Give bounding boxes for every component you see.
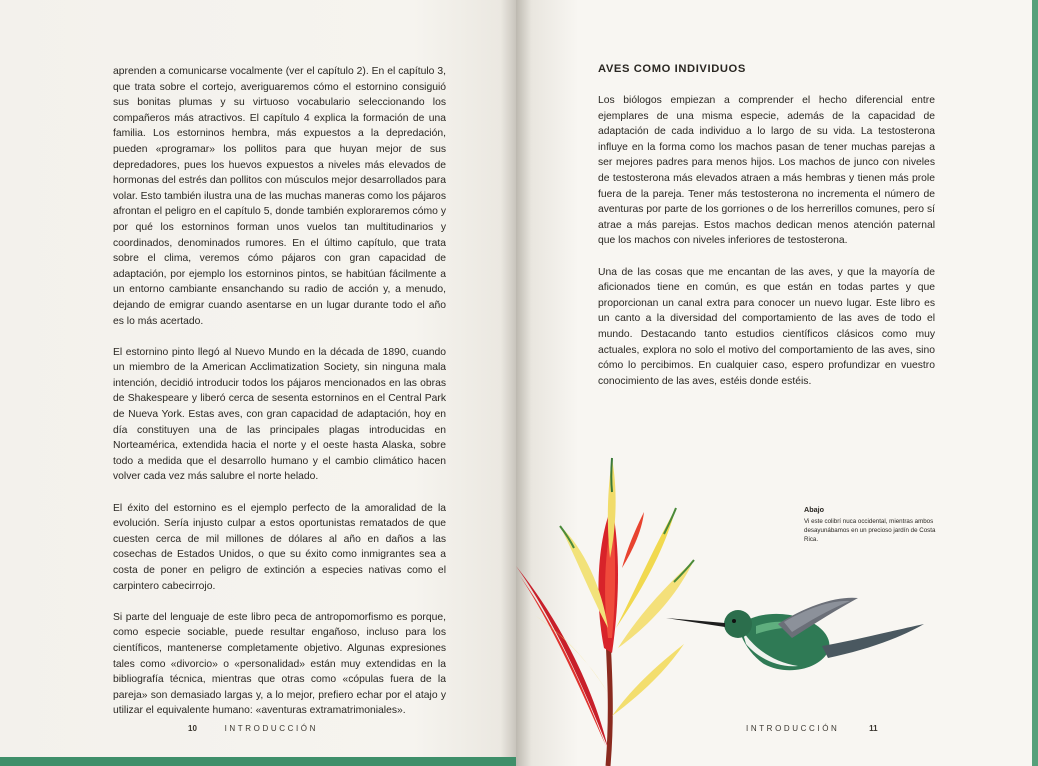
left-paragraph-4: Si parte del lenguaje de este libro peca de antropomorfismo es porque, como especie sociable, puede resultar engañoso, incluso para los científicos, mantenerse completamente objetivo. Algunas expresiones tales como «divorcio» o «personalidad» están muy extendidas en la bibliografía técnica, mientras que otras como «cópulas fuera de la pareja» son demasiado largas y, a lo mejor, prefiero echar por el atajo y utilizar el equivalente humano: «aventuras extramatrimoniales». [113, 611, 446, 717]
right-page-number: 11 [869, 724, 878, 733]
caption-text: Vi este colibrí nuca occidental, mientras ambos desayunábamos en un precioso jardín de Costa Rica. [804, 518, 936, 543]
section-title: AVES COMO INDIVIDUOS [598, 63, 746, 75]
right-running-head: INTRODUCCIÓN [746, 724, 840, 733]
right-page [516, 0, 1038, 766]
left-page-body [113, 64, 446, 735]
book-edge-strip [0, 757, 516, 766]
right-folio [746, 724, 878, 733]
heliconia-hummingbird-photo [516, 448, 936, 766]
photo-caption [804, 505, 944, 544]
book-right-edge [1032, 0, 1038, 766]
caption-title: Abajo [804, 505, 824, 514]
left-paragraph-2: El estornino pinto llegó al Nuevo Mundo en la década de 1890, cuando un miembro de la American Acclimatization Society, sin ninguna mala intención, decidió introducir todos los pájaros mencionados en las obras de Shakespeare y liberó cerca de sesenta estorninos en el Central Park de Nueva York. Estas aves, con gran capacidad de adaptación, hoy en día constituyen una de las principales plagas introducidas en Norteamérica, extendida hacia el norte y el oeste hasta Alaska, sobre todo a medida que el desarrollo humano y el cambio climático hacen volver cada vez más salubre el norte helado. [113, 346, 446, 483]
left-paragraph-3: El éxito del estornino es el ejemplo perfecto de la amoralidad de la evolución. Sería injusto culpar a estos oportunistas rematados de que cuesten cerca de mil millones de dólares al año en daños a las cosechas de Estados Unidos, o que su éxito como inmigrantes sea a costa de poner en peligro de extinción a especies nativas como el carpintero cabecirrojo. [113, 502, 446, 592]
left-page-number: 10 [188, 724, 197, 733]
right-paragraph-1: Los biólogos empiezan a comprender el hecho diferencial entre ejemplares de una misma especie, además de la capacidad de adaptación de cada individuo a lo largo de su vida. La testosterona influye en la forma como los machos pasan de tener muchas parejas a ser mejores padres para menos hijos. Los machos de junco con niveles de testosterona más elevados atraen a más hembras y tienen más prole fuera de la pareja. Tener más testosterona no incrementa el número de aventuras por parte de los gorriones o de los herrerillos comunes, pero sí atrae a más parejas. Estos machos dedican menos atención paternal que los machos con niveles inferiores de testosterona. [598, 95, 935, 247]
right-page-body [598, 93, 935, 405]
left-folio [188, 724, 318, 733]
left-page [0, 0, 516, 766]
left-running-head: INTRODUCCIÓN [224, 724, 318, 733]
right-paragraph-2: Una de las cosas que me encantan de las aves, y que la mayoría de aficionados tiene en común, es que están en todas partes y que proporcionan un canal extra para conocer un nuevo lugar. Este libro es un canto a la diversidad del comportamiento de las aves de todo el mundo. Destacando tanto estudios científicos clásicos como muy actuales, explora no solo el motivo del comportamiento de las aves, sino cómo lo percibimos. En cualquier caso, espero profundizar en vuestro conocimiento de las aves, estéis donde estéis. [598, 266, 935, 387]
left-paragraph-1: aprenden a comunicarse vocalmente (ver el capítulo 2). En el capítulo 3, que trata sobre el cortejo, averiguaremos cómo el estornino consiguió sus bonitas plumas y su virtuoso vocabulario seleccionando los compañeros más atractivos. El capítulo 4 explica la formación de una familia. Los estorninos hembra, más expuestos a la depredación, pueden «programar» los pollitos para que huyan mejor de sus depredadores, pues los huevos expuestos a niveles más elevados de hormonas del estrés dan pollitos con músculos mejor desarrollados para volar. Esto también ilustra una de las muchas maneras como los pájaros afrontan el peligro en el capítulo 5, donde también exploraremos cómo y por qué los estorninos forman unos vuelos tan multitudinarios y coordinados, denominados rumores. En el último capítulo, que trata sobre el clima, veremos cómo pájaros con gran capacidad de adaptación, por ejemplo los estorninos pintos, se habitúan fácilmente a un entorno cambiante ensanchando su radio de acción y, a menudo, dejando de emigrar cuando asentarse en un lugar durante todo el año es lo más acertado. [113, 66, 446, 327]
